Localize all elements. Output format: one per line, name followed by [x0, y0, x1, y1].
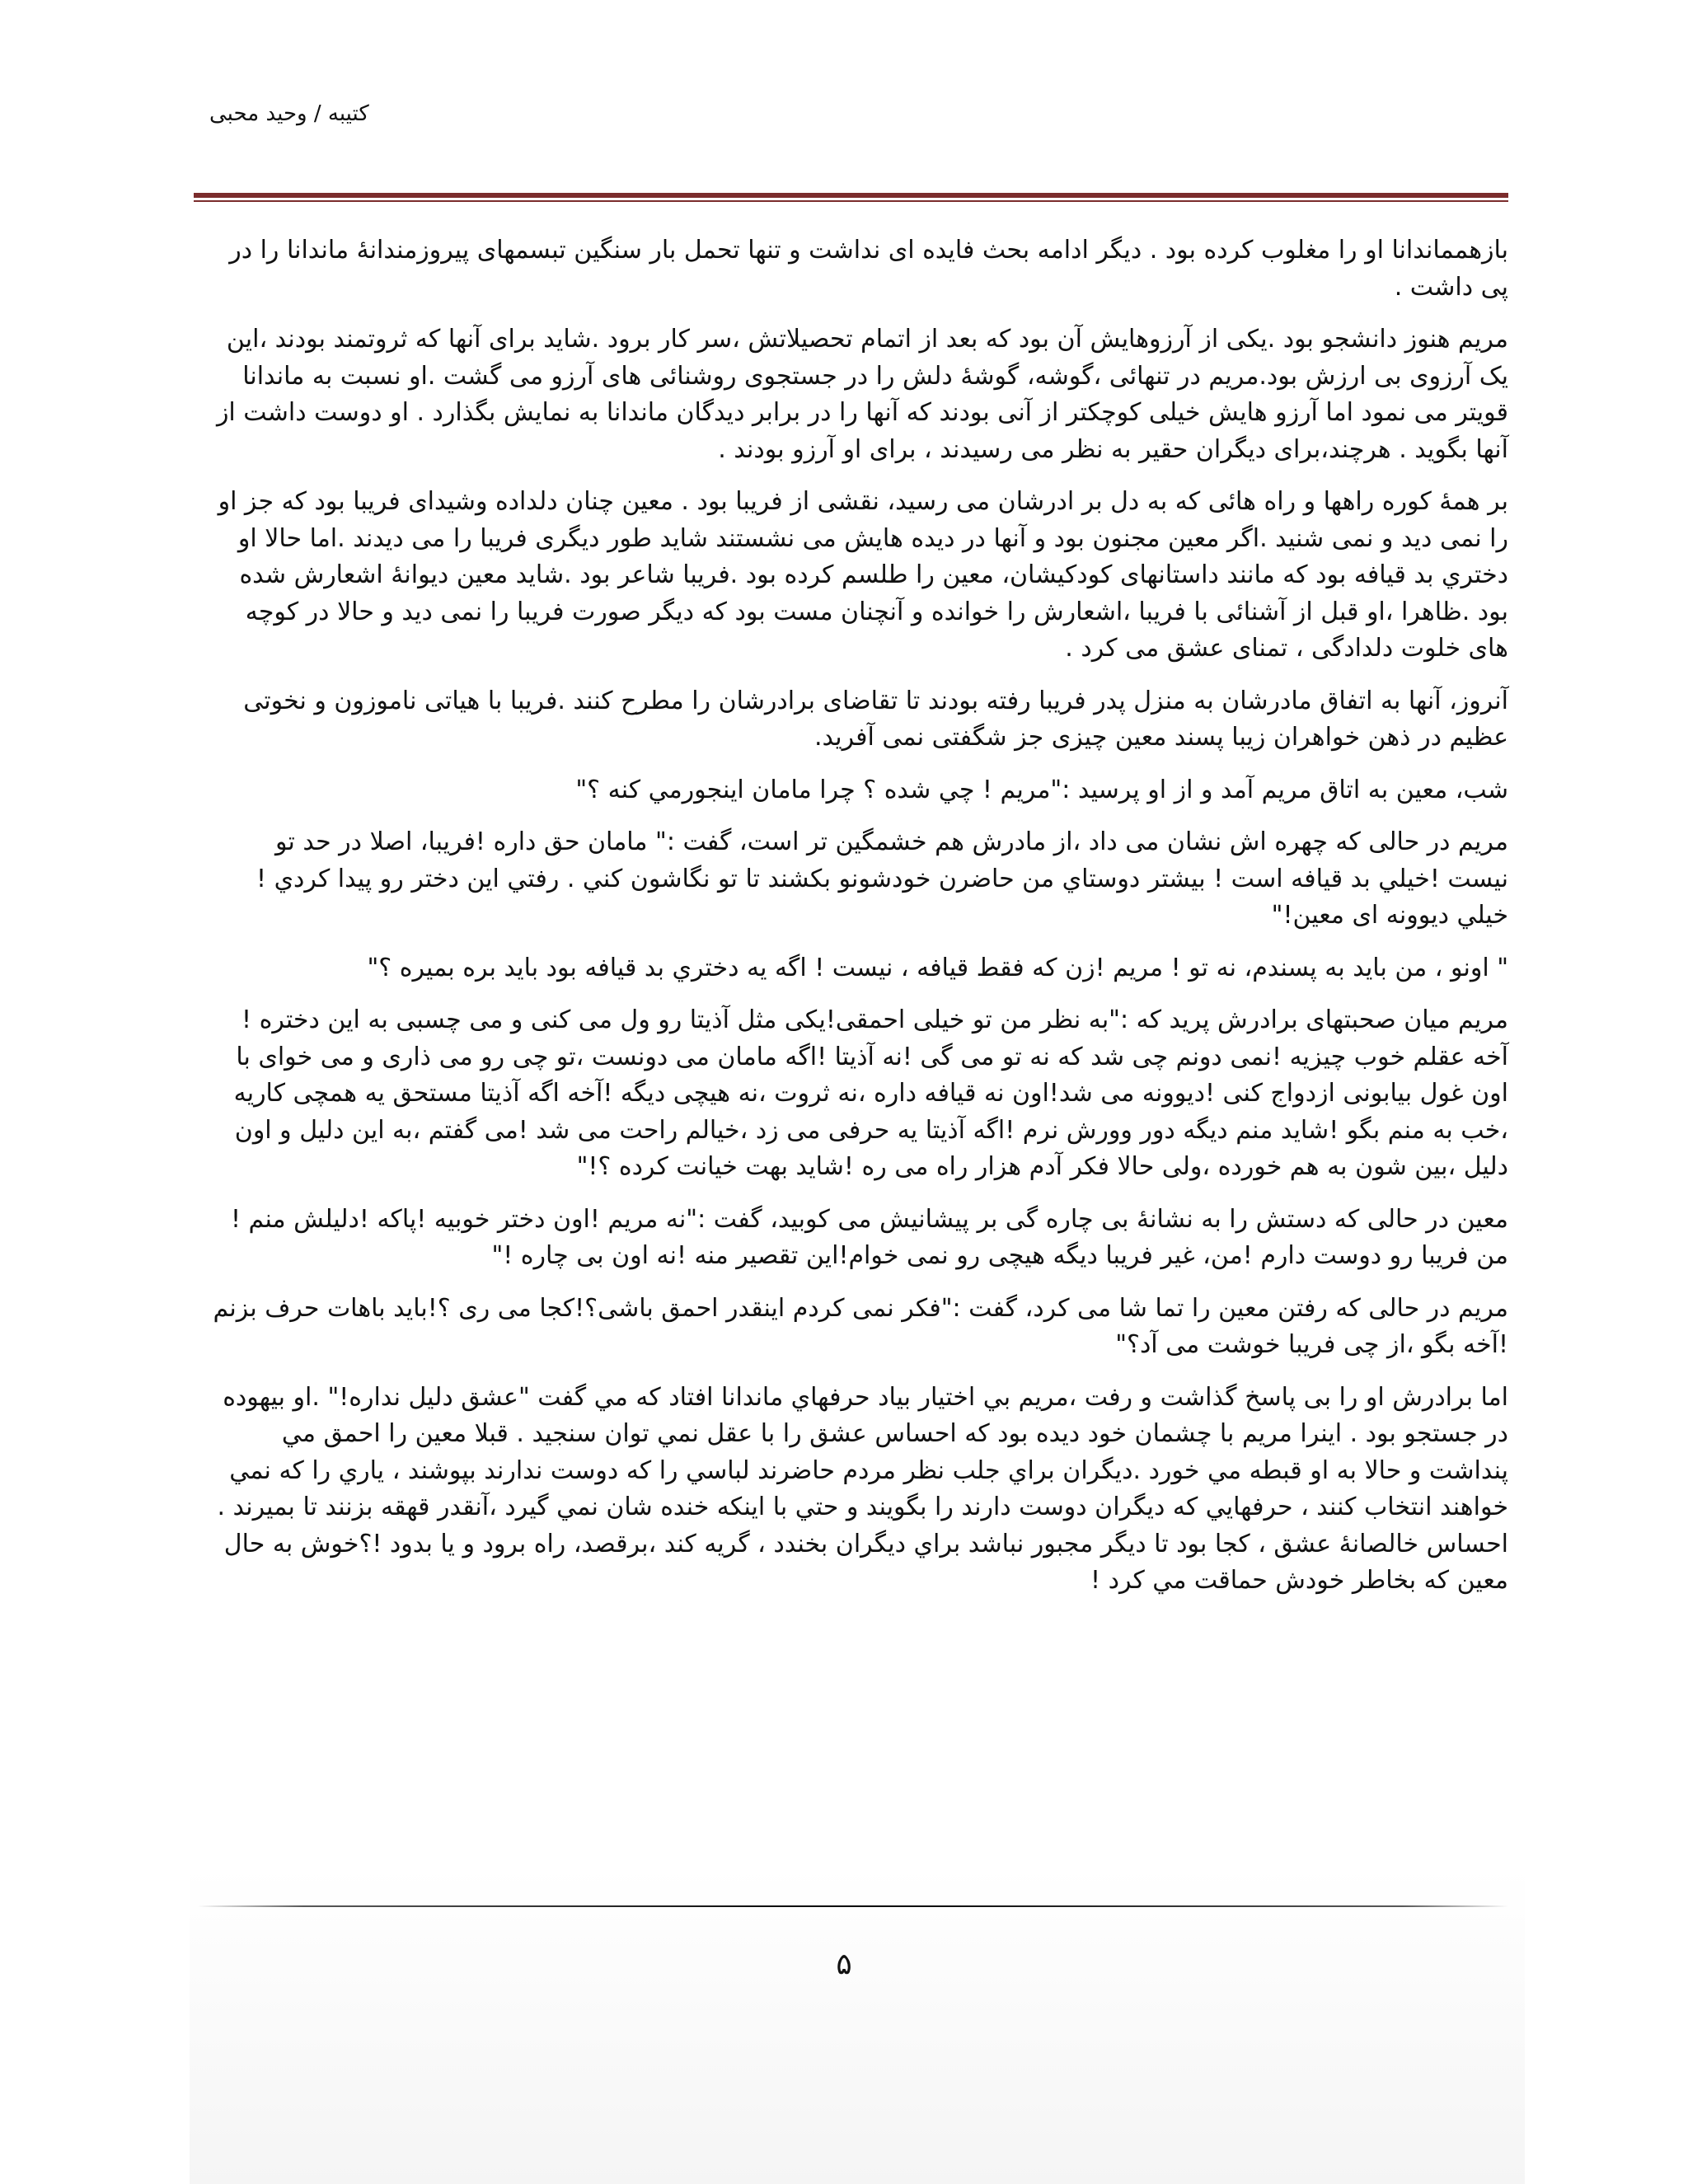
header-rule-thin	[194, 200, 1508, 202]
body-text	[210, 232, 1508, 1615]
paragraph: مریم میان صحبتهای برادرش پرید که :"به نظر من تو خیلی احمقی!یکی مثل آذیتا رو ول می کنی و می چسبی به این دختره !آخه عقلم خوب چیزیه !نمی دونم چی شد که نه تو می گی !نه آذیتا !اگه مامان می دونست ،تو چی رو می ذاری و می خوای با اون غول بیابونی ازدواج کنی !دیوونه می شد!اون نه قیافه داره ،نه ثروت ،نه هیچی دیگه !آخه اگه آذیتا مستحق یه همچی کاریه ،خب به منم بگو !شاید منم دیگه دور وورش نرم !اگه آذیتا یه حرفی می زد ،خیالم راحت می شد !می گفتم ،به این دلیل و اون دلیل ،بین شون به هم خورده ،ولی حالا فکر آدم هزار راه می ره !شاید بهت خیانت کرده ؟!"	[233, 1005, 1508, 1181]
paragraph: بر همۀ کوره راهها و راه هائی که به دل بر ادرشان می رسید، نقشی از فریبا بود . معین چنان دلداده وشیدای فریبا بود که جز او را نمی دید و نمی شنید .اگر معین مجنون بود و آنها در دیده هایش می نشستند شاید طور دیگری فریبا را می دیدند .اما حالا او دختري بد قيافه بود که مانند داستانهای کودکیشان، معین را طلسم کرده بود .فریبا شاعر بود .شاید معین دیوانۀ اشعارش شده بود .ظاهرا ،او قبل از آشنائی با فریبا ،اشعارش را خوانده و آنچنان مست بود که دیگر صورت فریبا را نمی دید و حالا در کوچه های خلوت دلدادگی ، تمنای عشق می کرد .	[218, 487, 1508, 663]
paragraph: مریم در حالی که چهره اش نشان می داد ،از مادرش هم خشمگین تر است، گفت :" مامان حق داره !فریبا، اصلا در حد تو نیست !خيلي بد قيافه است ! بيشتر دوستاي من حاضرن خودشونو بكشند تا تو نگاشون كني . رفتي اين دختر رو پيدا كردي !خيلي ديوونه ای معين!"	[256, 827, 1508, 930]
page-bottom-shade	[190, 1867, 1525, 2184]
paragraph: " اونو ، من باید به پسندم، نه تو ! مریم !زن که فقط قیافه ، نیست ! اگه يه دختري بد قيافه بود بايد بره بميره ؟"	[367, 953, 1508, 982]
paragraph: معین در حالی که دستش را به نشانۀ بی چاره گی بر پیشانیش می کوبید، گفت :"نه مریم !اون دختر خوبیه !پاکه !دلیلش منم !من فریبا رو دوست دارم !من، غیر فریبا دیگه هیچی رو نمی خوام!این تقصیر منه !نه اون بی چاره !"	[230, 1204, 1508, 1270]
footer-rule	[198, 1905, 1508, 1907]
header-rule	[194, 193, 1508, 202]
paragraph: مریم هنوز دانشجو بود .یکی از آرزوهایش آن بود که بعد از اتمام تحصیلاتش ،سر کار برود .شاید برای آنها که ثروتمند بودند ،این یک آرزوی بی ارزش بود.مریم در تنهائی ،گوشه، گوشۀ دلش را در جستجوی روشنائی های آرزو می گشت .او نسبت به ماندانا قویتر می نمود اما آرزو هایش خیلی کوچکتر از آنی بودند که آنها را در برابر دیدگان ماندانا به نمایش بگذارد . او دوست داشت از آنها بگوید . هرچند،برای دیگران حقیر به نظر می رسیدند ، برای او آرزو بودند .	[216, 325, 1508, 464]
running-header: کتیبه / وحید محبی	[209, 101, 369, 126]
paragraph: شب، معین به اتاق مریم آمد و از او پرسید :"مریم ! چي شده ؟ چرا مامان اينجورمي كنه ؟"	[575, 775, 1508, 804]
paragraph: مریم در حالی که رفتن معین را تما شا می کرد، گفت :"فکر نمی کردم اینقدر احمق باشی؟!کجا می ری ؟!باید باهات حرف بزنم !آخه بگو ،از چی فریبا خوشت می آد؟"	[213, 1293, 1508, 1359]
page-number: ۵	[836, 1947, 852, 1981]
paragraph: آنروز، آنها به اتفاق مادرشان به منزل پدر فریبا رفته بودند تا تقاضای برادرشان را مطرح کنند .فریبا با هیاتی ناموزون و نخوتی عظیم در ذهن خواهران زیبا پسند معین چیزی جز شگفتی نمی آفرید.	[243, 686, 1508, 752]
paragraph: بازهمماندانا او را مغلوب کرده بود . دیگر ادامه بحث فایده ای نداشت و تنها تحمل بار سنگین تبسمهای پیروزمندانۀ ماندانا را در پی داشت .	[229, 236, 1508, 302]
paragraph: اما برادرش او را بی پاسخ گذاشت و رفت ،مریم بي اختيار بياد حرفهاي ماندانا افتاد كه مي گفت "عشق دليل نداره!" .او بيهوده در جستجو بود . اينرا مريم با چشمان خود ديده بود كه احساس عشق را با عقل نمي توان سنجيد . قبلا معين را احمق مي پنداشت و حالا به او قبطه مي خورد .ديگران براي جلب نظر مردم حاضرند لباسي را كه دوست ندارند بپوشند ، ياري را كه نمي خواهند انتخاب كنند ، حرفهايي كه ديگران دوست دارند را بگويند و حتي با اينكه خنده شان نمي گيرد ،آنقدر قهقه بزنند تا بميرند . احساس خالصانۀ عشق ، كجا بود تا ديگر مجبور نباشد براي ديگران بخندد ، گريه كند ،برقصد، راه برود و يا بدود !؟خوش به حال معين كه بخاطر خودش حماقت مي كرد !	[217, 1382, 1508, 1595]
